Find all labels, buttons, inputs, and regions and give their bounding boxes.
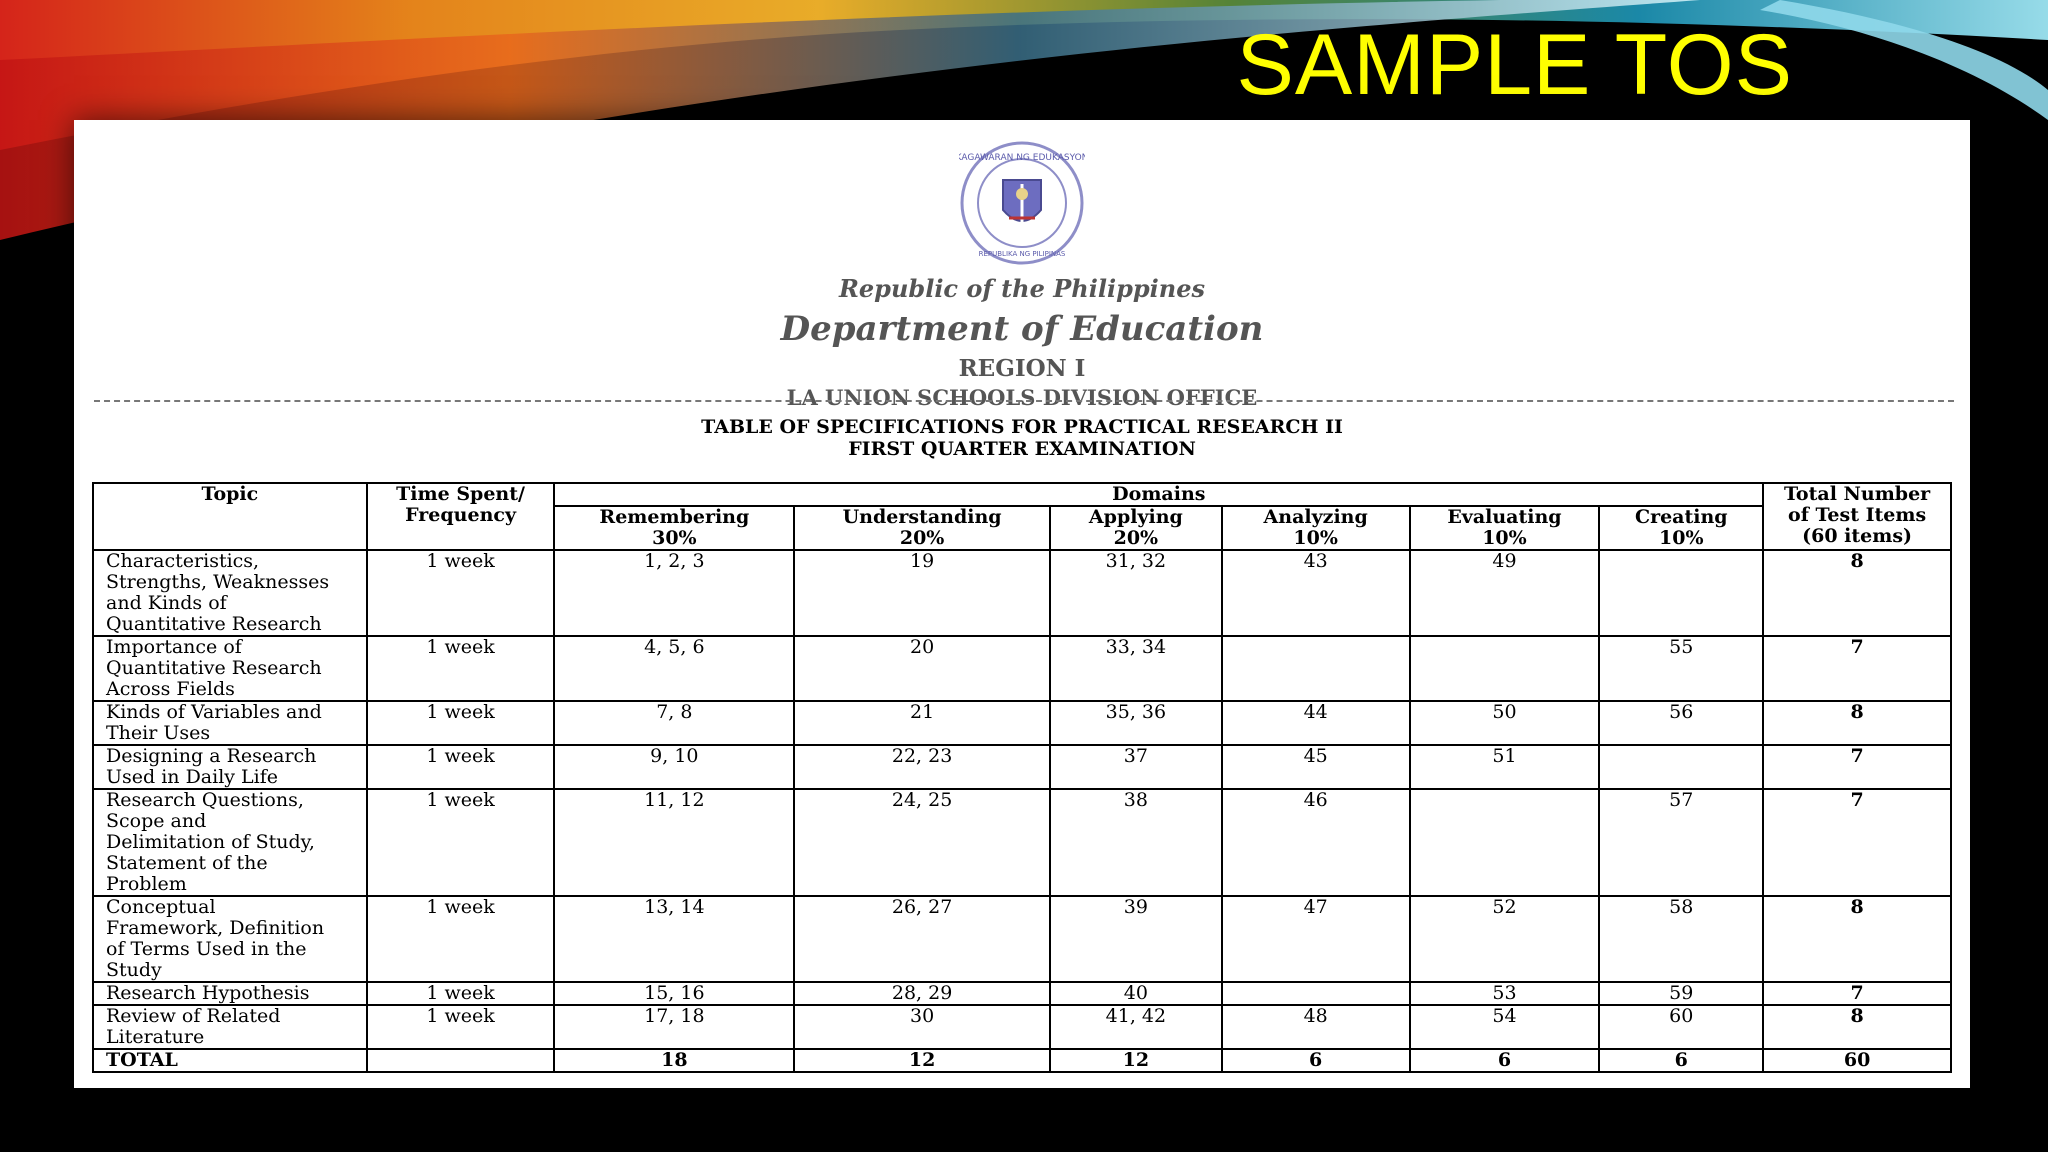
header-domain-remembering (554, 506, 794, 550)
domain-name: Evaluating (1447, 506, 1562, 528)
topic-cell (93, 789, 367, 896)
header-time-line: Time Spent/ (396, 483, 525, 505)
item-cell: 24, 25 (794, 789, 1050, 896)
domain-total-cell: 12 (1050, 1049, 1222, 1072)
item-cell (1222, 982, 1410, 1005)
header-domain-analyzing (1222, 506, 1410, 550)
table-row (93, 550, 1951, 636)
table-row (93, 636, 1951, 701)
item-cell: 40 (1050, 982, 1222, 1005)
time-cell: 1 week (367, 982, 555, 1005)
header-domain-evaluating (1410, 506, 1600, 550)
domain-percent: 10% (1482, 527, 1527, 549)
letterhead-department: Department of Education (780, 309, 1264, 349)
time-cell: 1 week (367, 636, 555, 701)
slide-title: SAMPLE TOS (1236, 17, 1793, 113)
table-row (93, 982, 1951, 1005)
domain-percent: 10% (1659, 527, 1704, 549)
header-total-line: of Test Items (1788, 504, 1927, 526)
domain-total-cell: 12 (794, 1049, 1050, 1072)
item-cell: 1, 2, 3 (554, 550, 794, 636)
row-total-cell: 8 (1763, 701, 1951, 745)
letterhead-division: LA UNION SCHOOLS DIVISION OFFICE (786, 385, 1258, 410)
table-row (93, 789, 1951, 896)
domain-name: Understanding (842, 506, 1002, 528)
time-cell: 1 week (367, 701, 555, 745)
domain-percent: 20% (899, 527, 945, 549)
row-total-cell: 7 (1763, 745, 1951, 789)
domain-name: Applying (1088, 506, 1183, 528)
item-cell: 17, 18 (554, 1005, 794, 1049)
item-cell: 21 (794, 701, 1050, 745)
topic-line: Kinds of Variables and (106, 701, 322, 723)
topic-line: Research Hypothesis (106, 982, 310, 1004)
row-total-cell: 7 (1763, 636, 1951, 701)
table-row (93, 701, 1951, 745)
header-total-line: Total Number (1783, 483, 1931, 505)
time-cell: 1 week (367, 896, 555, 982)
domain-percent: 30% (652, 527, 697, 549)
item-cell: 38 (1050, 789, 1222, 896)
topic-line: Designing a Research (106, 745, 317, 767)
document-title-line2: FIRST QUARTER EXAMINATION (848, 438, 1196, 460)
item-cell: 20 (794, 636, 1050, 701)
header-domain-creating (1599, 506, 1763, 550)
item-cell: 11, 12 (554, 789, 794, 896)
topic-line: Review of Related (106, 1005, 281, 1027)
item-cell: 30 (794, 1005, 1050, 1049)
letterhead-republic: Republic of the Philippines (838, 274, 1206, 303)
document-title-line1: TABLE OF SPECIFICATIONS FOR PRACTICAL RESEARCH II (701, 416, 1343, 438)
item-cell: 54 (1410, 1005, 1600, 1049)
topic-line: of Terms Used in the (106, 938, 307, 960)
topic-cell (93, 1005, 367, 1049)
topic-line: Used in Daily Life (106, 766, 279, 788)
row-total-cell: 8 (1763, 896, 1951, 982)
topic-line: Characteristics, (106, 550, 260, 572)
header-domains: Domains (554, 483, 1763, 506)
item-cell: 4, 5, 6 (554, 636, 794, 701)
header-time-line: Frequency (405, 504, 516, 526)
item-cell (1222, 636, 1410, 701)
topic-line: Problem (106, 873, 187, 895)
item-cell: 59 (1599, 982, 1763, 1005)
topic-cell (93, 550, 367, 636)
topic-cell (93, 745, 367, 789)
header-domain-applying (1050, 506, 1222, 550)
table-row (93, 896, 1951, 982)
table-body (93, 550, 1951, 1072)
topic-line: Statement of the (106, 852, 268, 874)
item-cell (1599, 745, 1763, 789)
svg-text:KAGAWARAN NG EDUKASYON: KAGAWARAN NG EDUKASYON (959, 153, 1085, 163)
item-cell: 22, 23 (794, 745, 1050, 789)
total-row (93, 1049, 1951, 1072)
svg-text:REPUBLIKA NG PILIPINAS: REPUBLIKA NG PILIPINAS (978, 250, 1066, 258)
item-cell: 19 (794, 550, 1050, 636)
row-total-cell: 8 (1763, 550, 1951, 636)
specifications-table (92, 482, 1952, 1073)
document-page (74, 120, 1970, 1088)
header-topic: Topic (93, 483, 367, 550)
item-cell: 28, 29 (794, 982, 1050, 1005)
deped-seal-icon (959, 140, 1085, 266)
header-total-line: (60 items) (1802, 525, 1913, 547)
domain-total-cell: 18 (554, 1049, 794, 1072)
time-cell: 1 week (367, 789, 555, 896)
domain-name: Analyzing (1263, 506, 1368, 528)
item-cell: 7, 8 (554, 701, 794, 745)
table-row (93, 1005, 1951, 1049)
item-cell: 13, 14 (554, 896, 794, 982)
table-row (93, 745, 1951, 789)
item-cell: 44 (1222, 701, 1410, 745)
item-cell: 47 (1222, 896, 1410, 982)
item-cell: 35, 36 (1050, 701, 1222, 745)
total-time-cell (367, 1049, 555, 1072)
item-cell: 41, 42 (1050, 1005, 1222, 1049)
item-cell: 31, 32 (1050, 550, 1222, 636)
document-title (74, 416, 1970, 460)
topic-line: Framework, Definition (106, 917, 325, 939)
item-cell: 26, 27 (794, 896, 1050, 982)
total-label: TOTAL (93, 1049, 367, 1072)
letterhead (74, 140, 1970, 410)
item-cell: 15, 16 (554, 982, 794, 1005)
topic-line: Quantitative Research (106, 613, 322, 635)
item-cell: 37 (1050, 745, 1222, 789)
topic-cell (93, 982, 367, 1005)
item-cell: 45 (1222, 745, 1410, 789)
domain-percent: 10% (1293, 527, 1338, 549)
header-domain-understanding (794, 506, 1050, 550)
item-cell: 58 (1599, 896, 1763, 982)
item-cell (1410, 789, 1600, 896)
domain-name: Creating (1634, 506, 1728, 528)
topic-line: Delimitation of Study, (106, 831, 315, 853)
grand-total-cell: 60 (1763, 1049, 1951, 1072)
item-cell: 57 (1599, 789, 1763, 896)
time-cell: 1 week (367, 1005, 555, 1049)
item-cell (1599, 550, 1763, 636)
item-cell: 33, 34 (1050, 636, 1222, 701)
item-cell: 51 (1410, 745, 1600, 789)
row-total-cell: 7 (1763, 982, 1951, 1005)
row-total-cell: 8 (1763, 1005, 1951, 1049)
item-cell: 43 (1222, 550, 1410, 636)
header-time-spent (367, 483, 555, 550)
domain-total-cell: 6 (1222, 1049, 1410, 1072)
domain-total-cell: 6 (1410, 1049, 1600, 1072)
topic-line: Scope and (106, 810, 207, 832)
item-cell: 49 (1410, 550, 1600, 636)
item-cell: 52 (1410, 896, 1600, 982)
topic-cell (93, 896, 367, 982)
topic-line: Literature (106, 1026, 205, 1048)
item-cell (1410, 636, 1600, 701)
topic-line: Their Uses (106, 722, 211, 744)
item-cell: 39 (1050, 896, 1222, 982)
domain-total-cell: 6 (1599, 1049, 1763, 1072)
topic-line: Study (106, 959, 162, 981)
topic-line: Importance of (106, 636, 242, 658)
topic-line: Conceptual (106, 896, 216, 918)
domain-percent: 20% (1113, 527, 1159, 549)
topic-line: Across Fields (106, 678, 235, 700)
topic-line: Research Questions, (106, 789, 304, 811)
item-cell: 48 (1222, 1005, 1410, 1049)
item-cell: 50 (1410, 701, 1600, 745)
topic-cell (93, 701, 367, 745)
time-cell: 1 week (367, 745, 555, 789)
item-cell: 9, 10 (554, 745, 794, 789)
item-cell: 46 (1222, 789, 1410, 896)
row-total-cell: 7 (1763, 789, 1951, 896)
header-total-items (1763, 483, 1951, 550)
item-cell: 53 (1410, 982, 1600, 1005)
time-cell: 1 week (367, 550, 555, 636)
letterhead-region: REGION I (958, 355, 1086, 382)
topic-cell (93, 636, 367, 701)
topic-line: and Kinds of (106, 592, 227, 614)
item-cell: 55 (1599, 636, 1763, 701)
item-cell: 60 (1599, 1005, 1763, 1049)
topic-line: Quantitative Research (106, 657, 322, 679)
letterhead-divider (94, 400, 1954, 402)
domain-name: Remembering (599, 506, 750, 528)
topic-line: Strengths, Weaknesses (106, 571, 330, 593)
item-cell: 56 (1599, 701, 1763, 745)
